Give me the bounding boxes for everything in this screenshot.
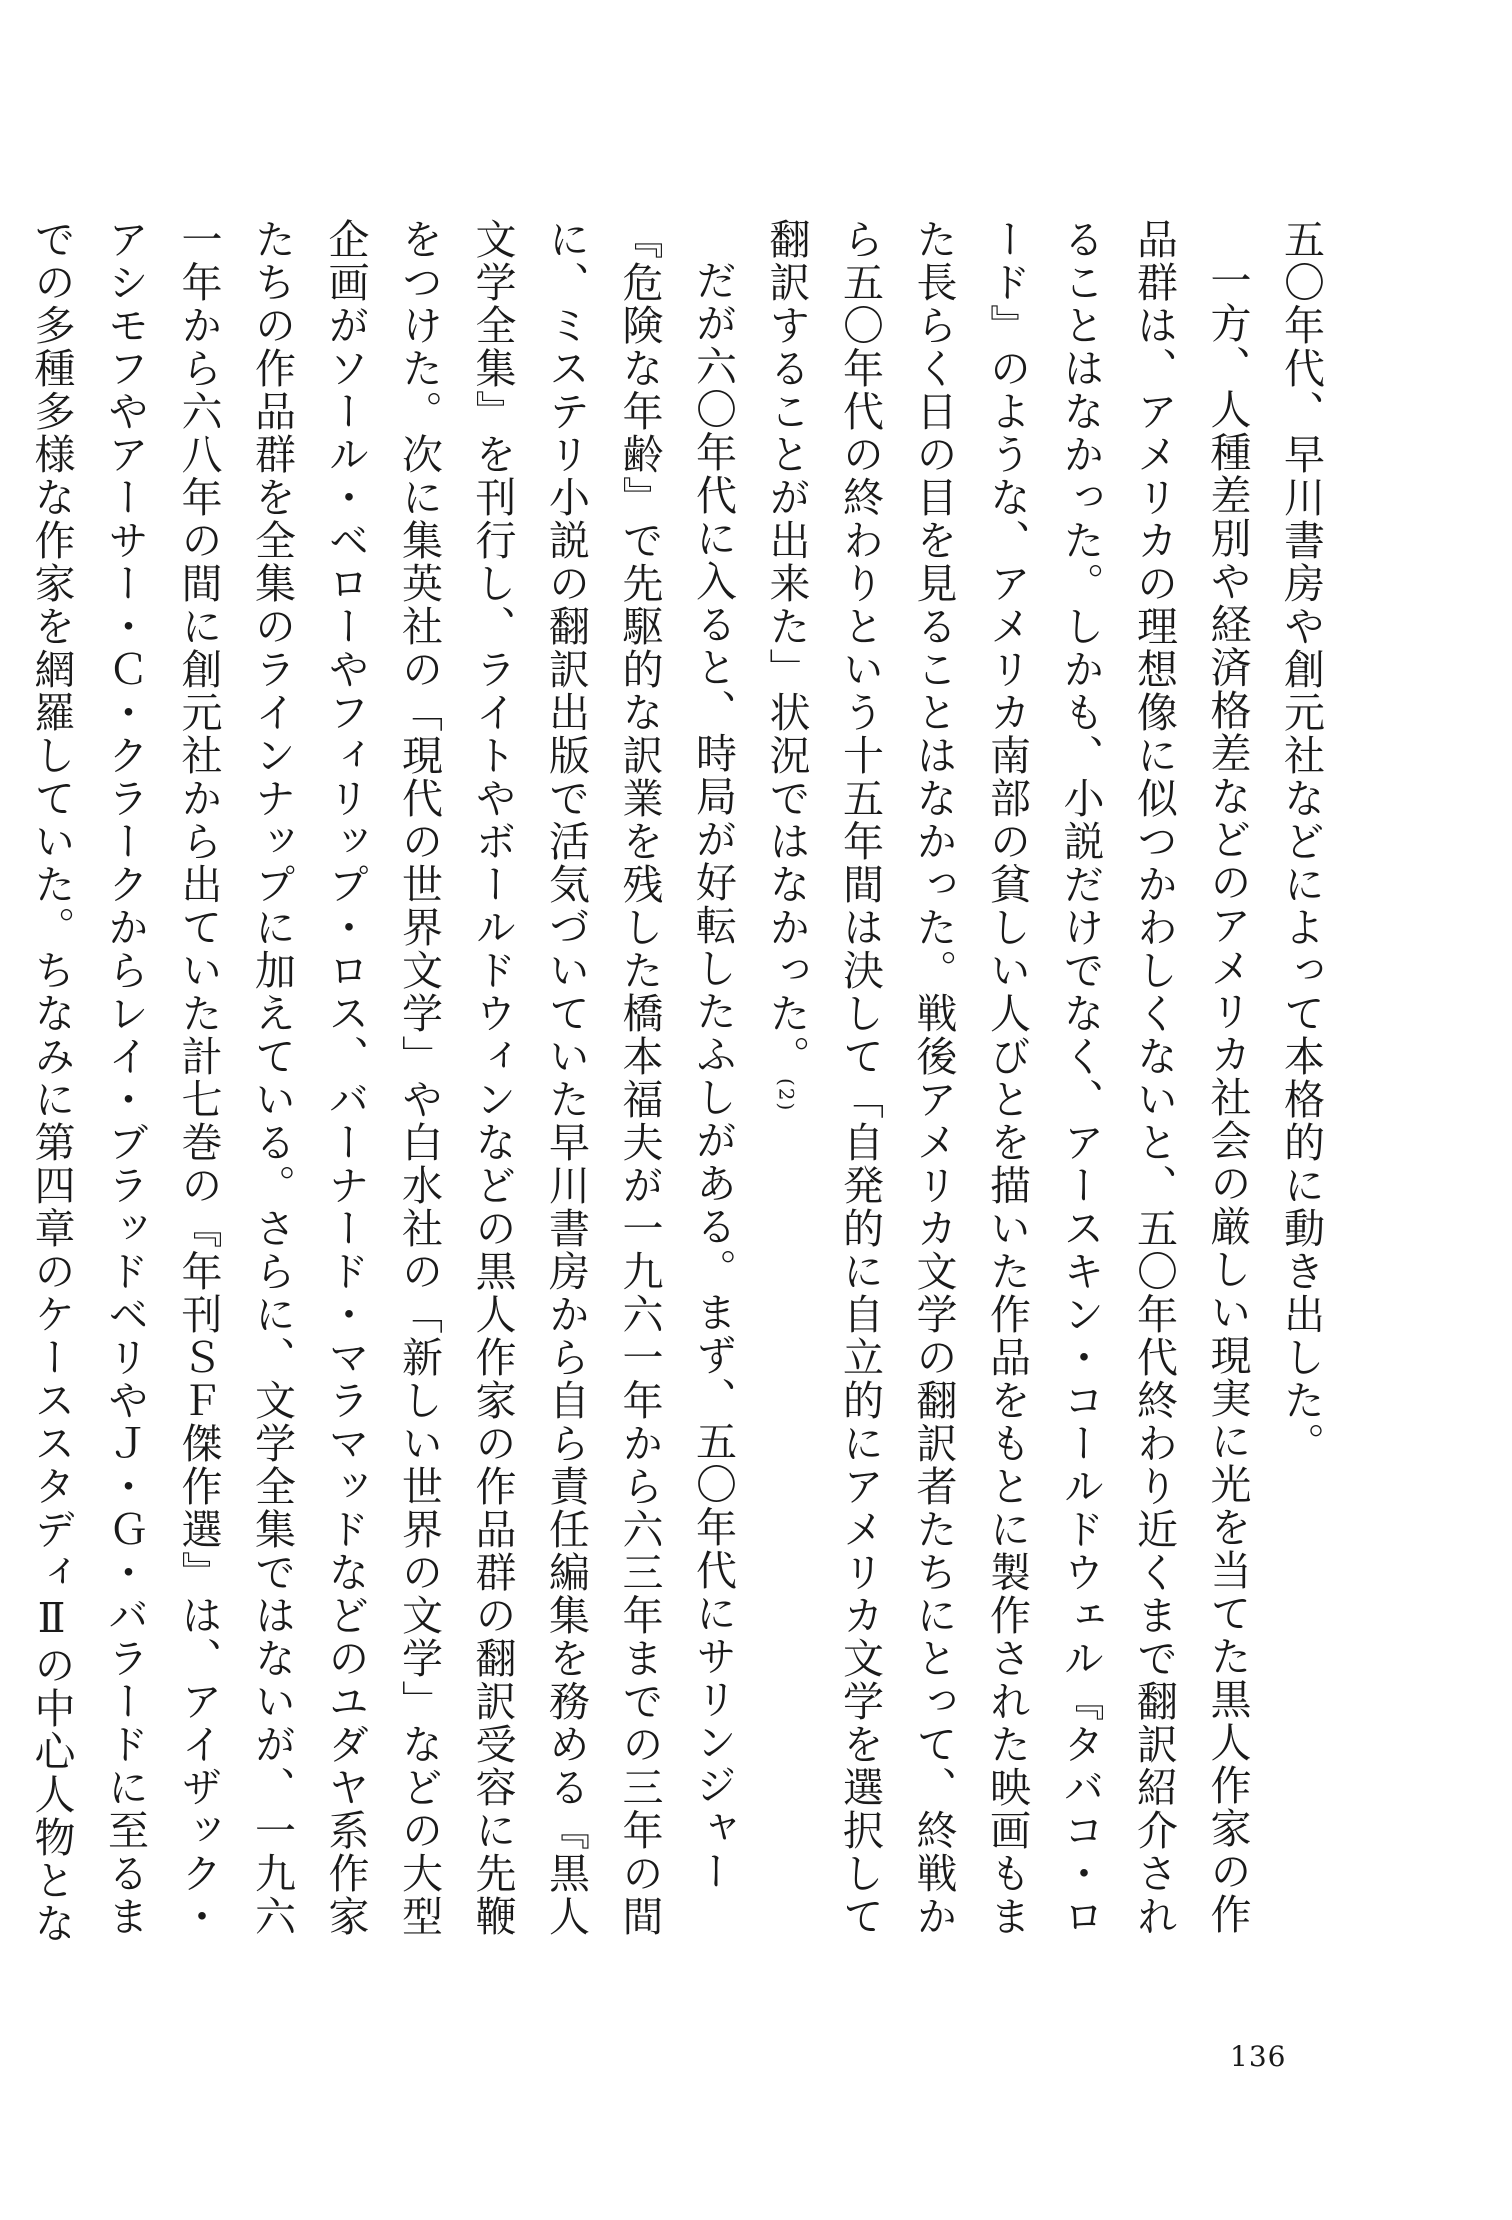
paragraph-1-text: 五〇年代、早川書房や創元社などによって本格的に動き出した。 [1277,218,1325,1465]
footnote-marker: (2) [774,1078,799,1113]
body-text [27,218,1337,1958]
paragraph-3-text: だが六〇年代に入ると、時局が好転したふしがある。まず、五〇年代にサリンジャー『危険な年齢』で先駆的な訳業を残した橋本福夫が一九六一年から六三年までの三年の間に、ミステリ小説の翻訳出版で活気づいていた早川書房から自ら責任編集を務める『黒人文学全集』を刊行し、ライトやボールドウィンなどの黒人作家の作品群の翻訳受容に先鞭をつけた。次に集英社の「現代の世界文学」や白水社の「新しい世界の文学」などの大型企画がソール・ベローやフィリップ・ロス、バーナード・マラマッドなどのユダヤ系作家たちの作品群を全集のラインナップに加えている。さらに、文学全集ではないが、一九六一年から六八年の間に創元社から出ていた計七巻の『年刊ＳＦ傑作選』は、アイザック・アシモフやアーサー・Ｃ・クラークからレイ・ブラッドベリやＪ・Ｇ・バラードに至るまでの多種多様な作家を網羅していた。ちなみに第四章のケーススタディⅡの中心人物とな [27,218,737,1945]
paragraph-2-text: 一方、人種差別や経済格差などのアメリカ社会の厳しい現実に光を当てた黒人作家の作品群は、アメリカの理想像に似つかわしくないと、五〇年代終わり近くまで翻訳紹介されることはなかった。しかも、小説だけでなく、アースキン・コールドウェル『タバコ・ロード』のような、アメリカ南部の貧しい人びとを描いた作品をもとに製作された映画もまた長らく日の目を見ることはなかった。戦後アメリカ文学の翻訳者たちにとって、終戦から五〇年代の終わりという十五年間は決して「自発的に自立的にアメリカ文学を選択して翻訳することが出来た」状況ではなかった。 [762,218,1252,1938]
paragraph-3 [14,218,749,1958]
page-number: 136 [1230,2040,1287,2073]
paragraph-1 [1264,218,1338,1958]
paragraph-2 [749,218,1264,1958]
